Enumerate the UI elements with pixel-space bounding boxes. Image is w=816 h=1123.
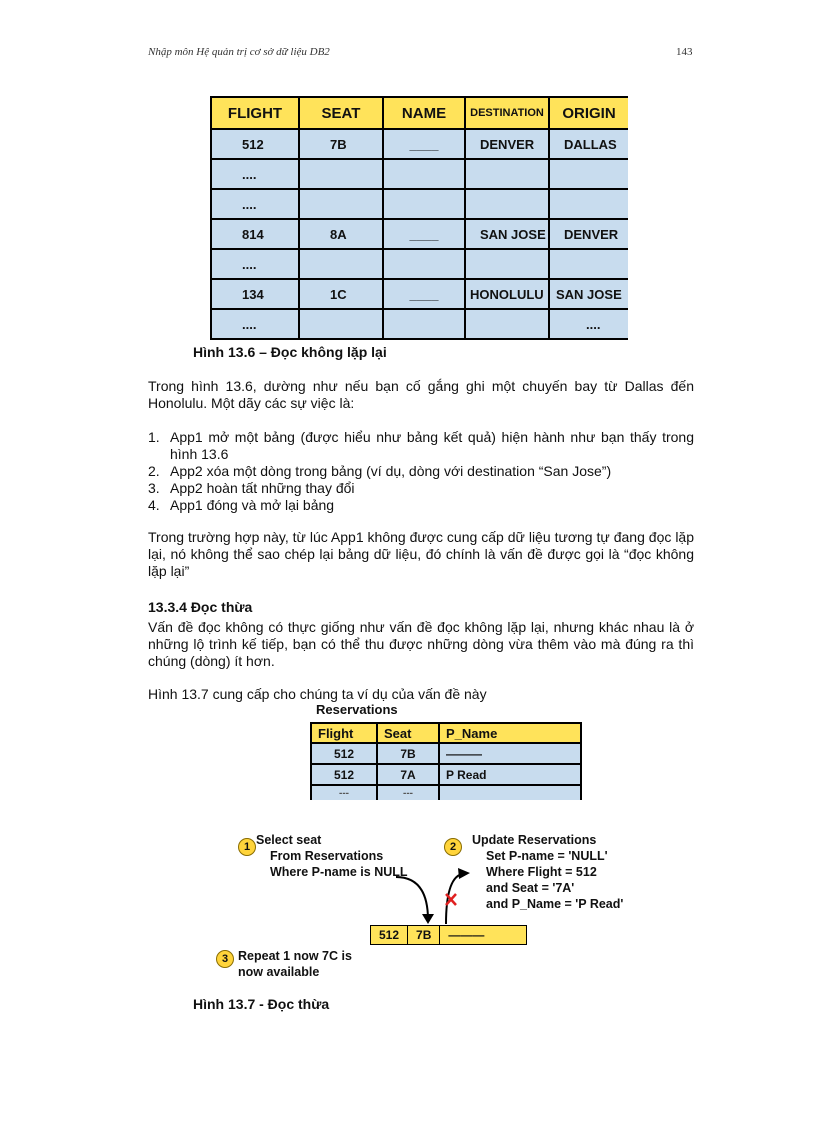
- table-cell: [465, 159, 549, 189]
- table-cell: DENVER: [549, 219, 628, 249]
- table-cell: ———: [439, 743, 581, 764]
- table-cell: [549, 159, 628, 189]
- step-3-line: Repeat 1 now 7C is: [238, 949, 352, 963]
- result-cell: 512: [371, 926, 408, 945]
- update-arrowhead: [458, 868, 470, 879]
- result-cell: ———: [440, 926, 527, 945]
- table-cell: [383, 309, 465, 339]
- table-row: [211, 279, 628, 309]
- table-cell: 8A: [299, 219, 383, 249]
- step-2-text: [472, 832, 623, 912]
- list-number: 2.: [148, 463, 160, 479]
- column-header: P_Name: [439, 723, 581, 743]
- list-text: App1 đóng và mở lại bảng: [170, 497, 335, 513]
- table-row: [211, 249, 628, 279]
- step-1-text: [256, 832, 408, 880]
- table-cell: P Read: [439, 764, 581, 785]
- table-cell: ....: [549, 309, 628, 339]
- table-cell: DALLAS: [549, 129, 628, 159]
- table-cell: [383, 249, 465, 279]
- running-header-title: Nhập môn Hệ quản trị cơ sở dữ liệu DB2: [148, 46, 330, 58]
- figure-13-6-table: [210, 96, 628, 342]
- list-item: [148, 429, 694, 463]
- figure-13-7-caption: Hình 13.7 - Đọc thừa: [193, 996, 330, 1012]
- table-cell: ....: [211, 189, 299, 219]
- column-header: FLIGHT: [211, 97, 299, 129]
- paragraph-4: Hình 13.7 cung cấp cho chúng ta ví dụ của vấn đề này: [148, 686, 487, 702]
- table-cell: 512: [211, 129, 299, 159]
- table-cell: ---: [311, 785, 377, 800]
- table-cell: [299, 159, 383, 189]
- table-cell: DENVER: [465, 129, 549, 159]
- list-number: 3.: [148, 480, 160, 496]
- table-cell: [465, 309, 549, 339]
- step-1-line: Where P-name is NULL: [270, 865, 408, 879]
- table-cell: [299, 249, 383, 279]
- list-number: 1.: [148, 429, 160, 445]
- table-cell: 1C: [299, 279, 383, 309]
- step-1-line: From Reservations: [270, 849, 384, 863]
- table-cell: SAN JOSE: [465, 219, 549, 249]
- column-header: Seat: [377, 723, 439, 743]
- step-2-line: and Seat = '7A': [486, 881, 575, 895]
- table-cell: [549, 249, 628, 279]
- table-cell: 7A: [377, 764, 439, 785]
- table-cell: [299, 189, 383, 219]
- table-row: [211, 189, 628, 219]
- table-cell: [465, 189, 549, 219]
- table-cell: ....: [211, 309, 299, 339]
- list-item: [148, 463, 694, 480]
- table-cell: [465, 249, 549, 279]
- step-1-line: Select seat: [256, 833, 322, 847]
- table-cell: [383, 189, 465, 219]
- step-2-line: and P_Name = 'P Read': [486, 897, 624, 911]
- table-cell: ....: [211, 249, 299, 279]
- table-row: [211, 309, 628, 339]
- step-1-badge: 1: [238, 838, 256, 856]
- list-item: [148, 497, 694, 514]
- table-cell: HONOLULU: [465, 279, 549, 309]
- table-cell: 7B: [377, 743, 439, 764]
- step-2-line: Where Flight = 512: [486, 865, 597, 879]
- step-2-badge: 2: [444, 838, 462, 856]
- paragraph-3: Vấn đề đọc không có thực giống như vấn đề đọc không lặp lại, nhưng khác nhau là ở những lộ trình kế tiếp, bạn có thể thu được những dòng vừa thêm vào mà đúng ra thì chúng (dòng) ít hơn.: [148, 619, 694, 669]
- table-cell: ---: [377, 785, 439, 800]
- list-item: [148, 480, 694, 497]
- table-row: [211, 219, 628, 249]
- table-cell: 134: [211, 279, 299, 309]
- table-cell: 512: [311, 743, 377, 764]
- table-cell: ____: [383, 279, 465, 309]
- result-row: [370, 925, 527, 945]
- table-cell: ....: [211, 159, 299, 189]
- table-cell: [383, 159, 465, 189]
- list-number: 4.: [148, 497, 160, 513]
- step-2-line: Update Reservations: [472, 833, 597, 847]
- column-header: SEAT: [299, 97, 383, 129]
- step-2-line: Set P-name = 'NULL': [486, 849, 608, 863]
- table-cell: [299, 309, 383, 339]
- update-arrow: [446, 874, 462, 924]
- result-cell: 7B: [408, 926, 440, 945]
- reservations-title: Reservations: [316, 702, 398, 717]
- table-cell: SAN JOSE: [549, 279, 628, 309]
- list-text: App1 mở một bảng (được hiểu như bảng kết quả) hiện hành như bạn thấy trong hình 13.6: [170, 429, 694, 462]
- step-3-text: [238, 948, 352, 980]
- table-cell: ____: [383, 219, 465, 249]
- column-header: ORIGIN: [549, 97, 628, 129]
- event-list: [148, 429, 694, 514]
- step-3-line: now available: [238, 965, 320, 979]
- table-cell: ____: [383, 129, 465, 159]
- column-header: NAME: [383, 97, 465, 129]
- figure-13-6-caption: Hình 13.6 – Đọc không lặp lại: [193, 344, 387, 360]
- table-cell: 512: [311, 764, 377, 785]
- step-3-badge: 3: [216, 950, 234, 968]
- section-heading: 13.3.4 Đọc thừa: [148, 599, 253, 615]
- list-text: App2 xóa một dòng trong bảng (ví dụ, dòng với destination “San Jose”): [170, 463, 612, 479]
- paragraph-1: Trong hình 13.6, dường như nếu bạn cố gắng ghi một chuyến bay từ Dallas đến Honolulu. Một dãy các sự việc là:: [148, 378, 694, 411]
- table-row: [211, 129, 628, 159]
- table-cell: 7B: [299, 129, 383, 159]
- page-number: 143: [676, 46, 693, 58]
- list-text: App2 hoàn tất những thay đổi: [170, 480, 355, 496]
- figure-13-7-diagram: [210, 702, 632, 982]
- column-header: DESTINATION: [465, 97, 549, 129]
- table-cell: [549, 189, 628, 219]
- table-cell: 814: [211, 219, 299, 249]
- table-row: [211, 159, 628, 189]
- column-header: Flight: [311, 723, 377, 743]
- select-arrowhead: [422, 914, 434, 924]
- select-arrow: [396, 877, 428, 920]
- paragraph-2: Trong trường hợp này, từ lúc App1 không được cung cấp dữ liệu tương tự đang đọc lặp lại, nó không thể sao chép lại bảng dữ liệu, đó chính là vấn đề được gọi là “đọc không lặp lại”: [148, 529, 694, 579]
